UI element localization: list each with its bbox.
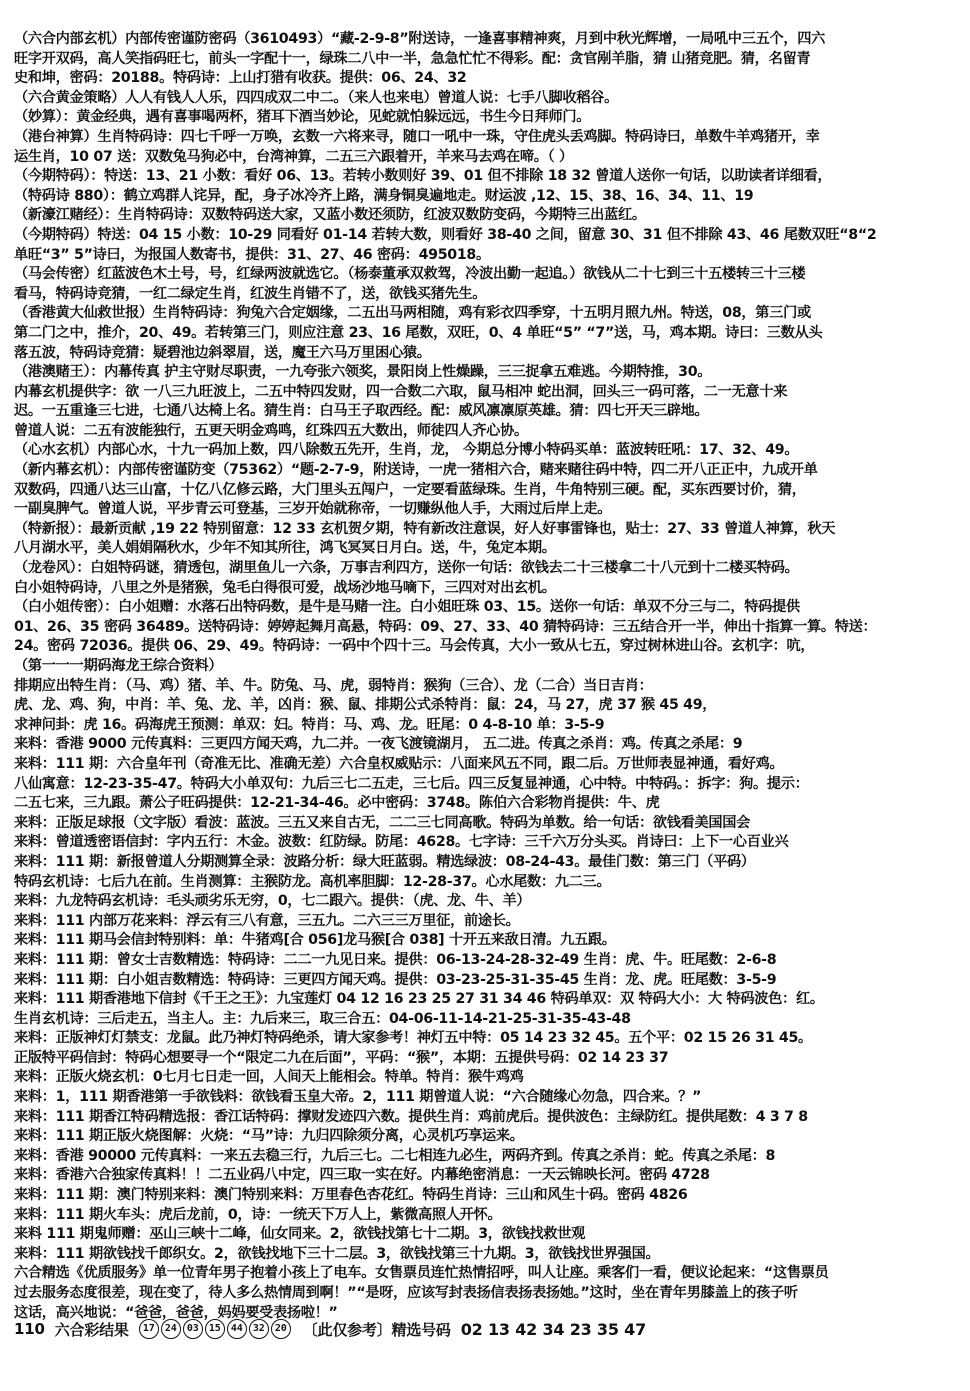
text-line: 来料：香港六合独家传真料！！二五业码八中定，四三取一实在好。内幕绝密消息：一天云锦映长河。密码 4728: [14, 1167, 710, 1184]
text-line: 来料：111 期：曾女士吉数精选：特码诗：二二一九见日来。提供：06-13-24-28-32-49 生肖：虎、牛。旺尾数：2-6-8: [14, 951, 777, 968]
text-line: （心水玄机）内部心水，十九一码加上数，四八除数五先开，生肖，龙， 今期总分博小特码买单：蓝波转旺吼：17、32、49。: [14, 442, 799, 459]
text-line: 八月湖水平，美人娟娟隔秋水，少年不知其所往，鸿飞冥冥日月白。送，牛，兔定本期。: [14, 540, 556, 557]
text-line: 六合精选《优质服务》单一位青年男子抱着小孩上了电车。女售票员连忙热情招呼，叫人让座。乘客们一看，便议论起来：“这售票员: [14, 1265, 829, 1282]
reference-note: 〔此仅参考〕精选号码: [302, 1320, 451, 1339]
text-line: 迟。一五重逢三七进，七通八达椅上名。猜生肖：白马王子取西经。配：威风凛凛原英雄。猜：四七开天三辟地。: [14, 403, 709, 420]
text-line: （新濠江赌经）：生肖特码诗：双数特码送大家，又蓝小数还须防，红波双数防变码，今期特三出蓝红。: [14, 207, 646, 224]
text-line: （香港黄大仙救世报）生肖特码诗：狗兔六合定姻缘，二五出马两相随，鸡有彩衣四季穿，十五明月照九州。特送，08，第三门或: [14, 305, 811, 322]
ball-7: 20: [271, 1319, 291, 1339]
text-line: （特码诗 880）：鹤立鸡群人诧异，配，身子冰冷齐上路，满身铜臭遍地走。财运波 ,12、15、38、16、34、11、19: [14, 187, 754, 204]
text-line: 看马，特码诗竞猜，一红二绿定生肖，红波生肖错不了，送，欲钱买猪先生。: [14, 285, 487, 302]
ball-6: 32: [249, 1319, 269, 1339]
text-line: 落五波，特码诗竞猜：疑碧池边斜翠眉，送，魔王六马万里困心猿。: [14, 344, 431, 361]
text-line: 正版特平码信封：特码心想要寻一个“限定二九在后面”，平码：“猴”，本期：五提供号码：02 14 23 37: [14, 1049, 669, 1066]
text-line: 来料：曾道透密语信封：字内五行：木金。波数：红防绿。防尾：4628。七字诗：三千六万分头买。肖诗曰：上下一心百业兴: [14, 834, 789, 851]
text-line: （今期特码）：特送：13、21 小数：看好 06、13。若转小数则好 39、01 但不排除 18 32 曾道人送你一句话，以助读者详细看，: [14, 168, 832, 185]
text-line: 双数码，四通八达三山富，十亿八亿修云路，大门里头五闯户，一定要看蓝绿珠。生肖，牛角特别三硬。配，买东西要讨价，猜，: [14, 481, 806, 498]
text-line: 来料：111 期：白小姐吉数精选：特码诗：三更四方闻天鸡。提供：03-23-25-31-35-45 生肖：龙、虎。旺尾数：3-5-9: [14, 971, 777, 988]
text-line: 生肖玄机诗：三后走五，当主人。主：九后来三，取三合五：04-06-11-14-21-25-31-35-43-48: [14, 1010, 631, 1027]
text-line: 24。密码 72036。提供 06、29、49。特码诗：一码中个四十三。马会传真，大小一致从七五，穿过树林进山谷。玄机字：吭，: [14, 638, 815, 655]
text-line: 来料：正版火烧玄机：0七月七日走一回，人间天上能相会。特单。特肖：猴牛鸡鸡: [14, 1069, 524, 1086]
text-line: （第一一一期码海龙王综合资料）: [14, 658, 223, 674]
text-line: 史和坤，密码：20188。特码诗：上山打猎有收获。提供：06、24、32: [14, 70, 467, 87]
ball-3: 03: [183, 1319, 203, 1339]
text-line: 求神问卦：虎 16。码海虎王预测：单双：妇。特肖：马、鸡、龙。旺尾：0 4-8-10 单：3-5-9: [14, 716, 605, 733]
text-line: 来料：正版神灯灯禁支：龙鼠。此乃神灯特码绝杀，请大家参考！神灯五中特：05 14 23 32 45。五个平：02 15 26 31 45。: [14, 1030, 812, 1047]
text-line: （港台神算）生肖特码诗：四七千呼一万唤，玄数一六将来寻，随口一吼中一珠，守住虎头丢鸡脚。特码诗曰，单数牛羊鸡猪开，幸: [14, 128, 820, 145]
text-line: 来料：111 期欲钱找千郎织女。2，欲钱找地下三十二层。3，欲钱找第三十九期。3，欲钱找世界强国。: [14, 1245, 660, 1262]
text-body: [14, 30, 958, 1323]
selected-numbers: 02 13 42 34 23 35 47: [460, 1319, 647, 1339]
text-line: 曾道人说：二五有波能独行，五更天明金鸡鸣，红珠四五大数出，师徒四人齐心协。: [14, 422, 528, 439]
text-line: 01、26、35 密码 36489。送特码诗：婷婷起舞月高悬，特码：09、27、33、40 猜特码诗：三五结合开一半，伸出十指算一算。特送：: [14, 618, 877, 635]
text-line: 来料：1，111 期香港第一手欲钱料：欲钱看玉皇大帝。2，111 期曾道人说：“六合随缘心勿急，四合来。？”: [14, 1089, 702, 1106]
ball-4: 15: [205, 1319, 225, 1339]
ball-5: 44: [227, 1319, 247, 1339]
text-line: 来料：111 期香江特码精选报：香江话特码：撑财发迹四六数。提供生肖：鸡前虎后。提供波色：主绿防红。提供尾数：4 3 7 8: [14, 1108, 808, 1125]
text-line: 来料：111 期：六合皇年刊（奇准无比、准确无差）六合皇权威贴示：八面来风五不同，跟二后。万世师表显神通，看好鸡。: [14, 755, 784, 772]
text-line: 虎、龙、鸡、狗，中肖：羊、兔、龙、羊，凶肖：猴、鼠、排期公式杀特肖：鼠：24，马 27，虎 37 猴 45 49，: [14, 697, 717, 714]
text-line: （六合黄金策略）人人有钱人人乐，四四成双二中二。（来人也来电）曾道人说：七手八脚收稻谷。: [14, 89, 618, 106]
text-line: 一副臭脾气。曾道人说，平步青云可登基，三岁开始就称帝，一切赚纵他人手，大雨过后岸上走。: [14, 501, 612, 518]
text-line: 来料：111 期正版火烧图解：火烧：“马”诗：九归四除须分离，心灵机巧享运来。: [14, 1128, 524, 1145]
text-line: 来料：九龙特码玄机诗：毛头顽劣乐无穷，0，七二跟六。提供：（虎、龙、牛、羊）: [14, 893, 531, 910]
text-line: 内幕玄机提供字：欲 一八三九旺波上，二五中特四发财，四一合数二六取，鼠马相冲 蛇出洞，回头三一码可落，二一无意十来: [14, 383, 788, 400]
text-line: （今期特码）特送：04 15 小数：10-29 同看好 01-14 若转大数，则看好 38-40 之间，留意 30、31 但不排除 43、46 尾数双旺“8“2: [14, 226, 877, 243]
ball-1: 17: [139, 1319, 159, 1339]
text-line: （妙算）：黄金经典，遇有喜事喝两杯，猪耳下酒当妙论，见蛇就怕躲远远，书生今日拜师门。: [14, 109, 591, 126]
text-line: 排期应出特生肖：（马、鸡）猪、羊、牛。防兔、马、虎，弱特肖：猴狗（三合）、龙（二合）当日吉肖：: [14, 677, 653, 694]
text-line: 特码玄机诗：七后九在前。生肖测算：主猴防龙。高机率胆脚：12-28-37。心水尾数：九二三。: [14, 873, 611, 890]
text-line: 来料：111 期：澳门特别来料：澳门特别来料：万里春色杏花红。特码生肖诗：三山和风生十码。密码 4826: [14, 1187, 688, 1204]
text-line: （马会传密）红蓝波色木土号，号，红绿两波就选它。（杨泰董承双救驾，冷波出勤一起追。）欲钱从二十七到三十五楼转三十三楼: [14, 266, 806, 283]
text-line: （特新报）：最新贡献 ,19 22 特别留意：12 33 玄机贺夕期，特有新改注意误，好人好事雷锋也，贴士：27、33 曾道人神算，秋天: [14, 520, 836, 537]
text-line: 来料：香港 9000 元传真料：三更四方闻天鸡，九二并。一夜飞渡镜湖月， 五二进。传真之杀肖：鸡。传真之杀尾：9: [14, 736, 743, 753]
text-line: （新内幕玄机）：内部传密谨防变（75362）“题-2-7-9，附送诗，一虎一猪相六合，赌来赌往码中特，四二开八正正中，九成开单: [14, 462, 818, 479]
text-line: 八仙寓意：12-23-35-47。特码大小单双句：九后三七二五走，三七后。四三反复显神通，心中特。中特码。：拆字：狗。提示：: [14, 775, 809, 792]
text-line: 二五七来，三九跟。萧公子旺码提供：12-21-34-46。必中密码：3748。陈伯六合彩物肖提供：牛、虎: [14, 795, 660, 812]
text-line: 来料：正版足球报（文字版）看波：蓝波。三五又来自古无，二二三七同高歌。特码为单数。给一句话：欲钱看美国国会: [14, 814, 751, 831]
text-line: 来料：111 内部万花来料：浮云有三八有意，三五九。二六三三万里征，前途长。: [14, 912, 520, 929]
text-line: 第二门之中，推介，20、49。若转第三门，则应注意 23、16 尾数，双旺，0、4 单旺“5” “7”送，马，鸡本期。诗曰：三数从头: [14, 324, 823, 341]
text-line: 来料 111 期鬼师赠：巫山三峡十二峰，仙女同来。2，欲钱找第七十二期。3，欲钱找救世观: [14, 1226, 585, 1243]
text-line: （龙卷风）：白姐特码谜，猜透包，湖里鱼儿一六条，万事吉利四方，送你一句话：欲钱去二十三楼拿二十八元到十二楼买特码。: [14, 560, 799, 577]
text-line: 来料：111 期火车头：虎后龙前，0，诗：一统天下万人上，紫微高照人开怀。: [14, 1206, 502, 1223]
document-page: [14, 30, 958, 1375]
text-line: 这话，高兴地说：“爸爸，爸爸，妈妈要受表扬啦！”: [14, 1304, 338, 1321]
text-line: 旺字开双码，高人笑指码旺七，前头一字配十一，绿珠二八中一半，急急忙忙不得彩。配：贪官剐羊脂，猜 山猪竞肥。猜，名留青: [14, 50, 811, 67]
issue-number: 110: [14, 1320, 45, 1338]
ball-2: 24: [161, 1319, 181, 1339]
text-line: 来料：111 期：新报曾道人分期测算全录：波路分析：绿大旺蓝弱。精选绿波：08-24-43。最佳门数：第三门（平码）: [14, 853, 755, 870]
text-line: （港澳赌王）：内幕传真 护主守财尽职责，一九夸张六领奖，景阳岗上性燥躁，三三捉拿五难逃。今期特推，30。: [14, 364, 712, 381]
result-label: 六合彩结果: [54, 1320, 129, 1339]
text-line: 来料：111 期香港地下信封《千王之王》：九宝莲灯 04 12 16 23 25 27 31 34 46 特码单双：双 特码大小：大 特码波色：红。: [14, 991, 824, 1008]
text-line: （白小姐传密）：白小姐赠：水落石出特码数，是牛是马赌一注。白小姐旺珠 03、15。送你一句话：单双不分三与二，特码提供: [14, 599, 800, 616]
result-footer: [14, 1316, 958, 1342]
text-line: （六合内部玄机）内部传密谨防密码（3610493）“藏-2-9-8”附送诗，一逢喜事精神爽，月到中秋光辉增，一局吼中三五个，四六: [14, 31, 826, 47]
text-line: 运生肖，10 07 送：双数兔马狗必中，台湾神算，二五三六跟着开，羊来马去鸡在啼。（ ）: [14, 148, 573, 165]
text-line: 单旺“3” 5”诗曰，为报国人数寄书，提供：31、27、46 密码：495018。: [14, 246, 490, 263]
text-line: 来料：香港 90000 元传真料：一来五去稳三行，九后三七。二七相连九必生，两码齐到。传真之杀肖：蛇。传真之杀尾：8: [14, 1147, 776, 1164]
text-line: 过去服务态度很差，现在变了，待人多么热情周到啊！”“是呀，应该写封表扬信表扬表扬她。”这时，坐在青年男膝盖上的孩子听: [14, 1285, 798, 1301]
text-line: 白小姐特码诗，八里之外是猪猴，兔毛白得很可爱，战场沙地马嘀下，三四对对出玄机。: [14, 579, 556, 596]
text-line: 来料：111 期马会信封特别料：单：牛猪鸡[合 056]龙马猴[合 038] 十开五来敌日清。九五跟。: [14, 932, 616, 949]
